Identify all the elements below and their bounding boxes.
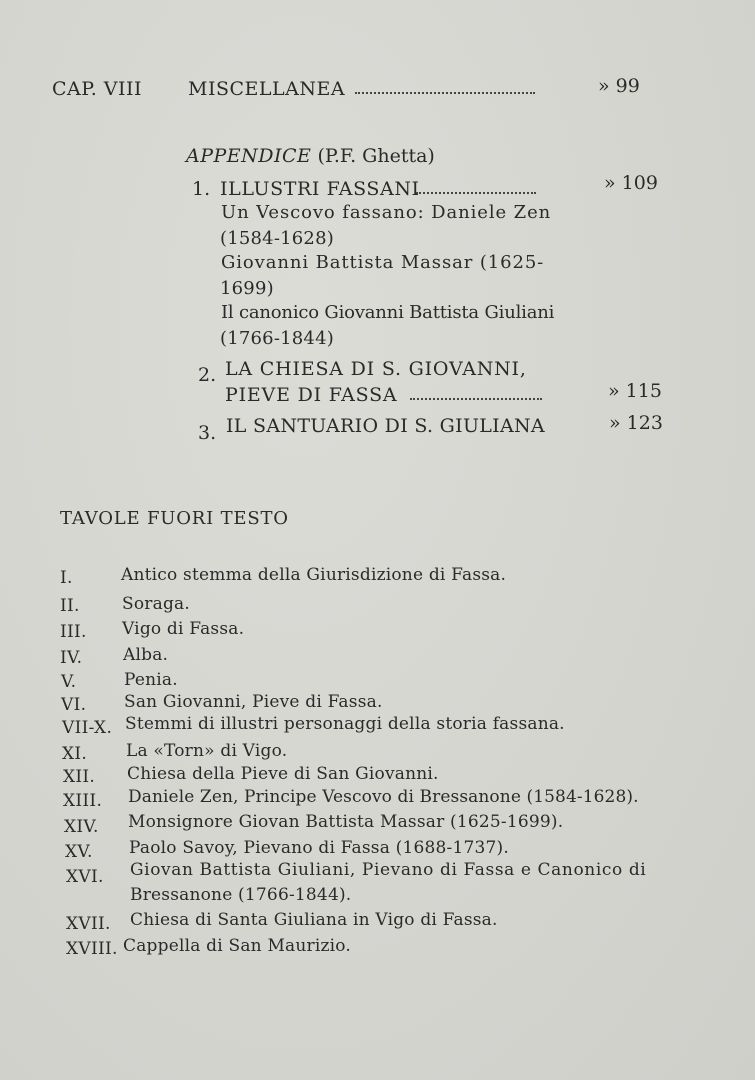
appendix-subitem: Giovanni Battista Massar (1625- bbox=[221, 252, 545, 273]
plate-caption: Chiesa della Pieve di San Giovanni. bbox=[127, 764, 439, 784]
appendix-item-title: IL SANTUARIO DI S. GIULIANA bbox=[226, 415, 545, 437]
plate-number: VI. bbox=[61, 695, 87, 715]
plate-caption: Penia. bbox=[124, 670, 178, 690]
appendix-subitem: Il canonico Giovanni Battista Giuliani bbox=[221, 302, 555, 323]
plate-caption: Alba. bbox=[123, 645, 169, 665]
plate-number: IV. bbox=[60, 648, 83, 668]
plate-caption: Soraga. bbox=[122, 594, 190, 614]
plates-heading: TAVOLE FUORI TESTO bbox=[60, 508, 289, 529]
appendix-subitem: 1699) bbox=[220, 278, 274, 299]
leader-dots bbox=[410, 390, 542, 400]
plate-number: II. bbox=[60, 596, 80, 616]
plate-number: XVI. bbox=[66, 867, 104, 887]
appendix-item-page: » 123 bbox=[609, 412, 663, 434]
plate-caption: Cappella di San Maurizio. bbox=[123, 936, 352, 956]
plate-number: XII. bbox=[63, 767, 96, 787]
appendix-item-title: LA CHIESA DI S. GIOVANNI, bbox=[225, 358, 527, 380]
plate-number: VII-X. bbox=[62, 718, 113, 738]
leader-dots bbox=[355, 84, 535, 94]
appendix-item-title: PIEVE DI FASSA bbox=[225, 384, 398, 406]
plate-number: XV. bbox=[65, 842, 93, 862]
appendix-author: (P.F. Ghetta) bbox=[317, 145, 435, 167]
plate-caption: Stemmi di illustri personaggi della storia fassana. bbox=[125, 714, 565, 734]
plate-caption: Giovan Battista Giuliani, Pievano di Fassa e Canonico di bbox=[130, 860, 647, 880]
leader-dots bbox=[416, 184, 536, 194]
appendix-item-title: ILLUSTRI FASSANI bbox=[220, 178, 420, 200]
plate-caption: La «Torn» di Vigo. bbox=[126, 741, 288, 761]
plate-number: XVII. bbox=[66, 914, 111, 934]
appendix-item-number: 1. bbox=[192, 178, 211, 200]
appendix-item-page: » 115 bbox=[608, 380, 662, 402]
chapter-title: MISCELLANEA bbox=[188, 78, 346, 100]
plate-caption: Vigo di Fassa. bbox=[122, 619, 245, 639]
plate-number: XIV. bbox=[64, 817, 99, 837]
plate-number: V. bbox=[61, 672, 77, 692]
plate-number: XVIII. bbox=[66, 939, 118, 959]
plate-caption: Daniele Zen, Principe Vescovo di Bressanone (1584-1628). bbox=[128, 787, 639, 807]
appendix-title: APPENDICE bbox=[186, 145, 312, 167]
plate-caption: Monsignore Giovan Battista Massar (1625-1699). bbox=[128, 812, 564, 832]
plate-caption: Antico stemma della Giurisdizione di Fassa. bbox=[121, 565, 507, 585]
appendix-subitem: Un Vescovo fassano: Daniele Zen bbox=[221, 202, 552, 223]
appendix-item-number: 2. bbox=[198, 364, 217, 386]
plate-caption: Chiesa di Santa Giuliana in Vigo di Fassa. bbox=[130, 910, 498, 930]
plate-number: XI. bbox=[62, 744, 88, 764]
appendix-item-page: » 109 bbox=[604, 172, 658, 194]
plate-number: III. bbox=[60, 622, 87, 642]
chapter-label: CAP. VIII bbox=[52, 78, 143, 100]
plate-number: I. bbox=[60, 568, 73, 588]
appendix-subitem: (1584-1628) bbox=[220, 228, 334, 249]
chapter-page: » 99 bbox=[598, 75, 640, 97]
appendix-heading bbox=[186, 145, 435, 167]
appendix-item-number: 3. bbox=[198, 422, 217, 444]
plate-caption: San Giovanni, Pieve di Fassa. bbox=[124, 692, 383, 712]
appendix-subitem: (1766-1844) bbox=[220, 328, 334, 349]
plate-caption: Bressanone (1766-1844). bbox=[130, 885, 352, 905]
plate-number: XIII. bbox=[63, 791, 103, 811]
plate-caption: Paolo Savoy, Pievano di Fassa (1688-1737). bbox=[129, 838, 509, 858]
